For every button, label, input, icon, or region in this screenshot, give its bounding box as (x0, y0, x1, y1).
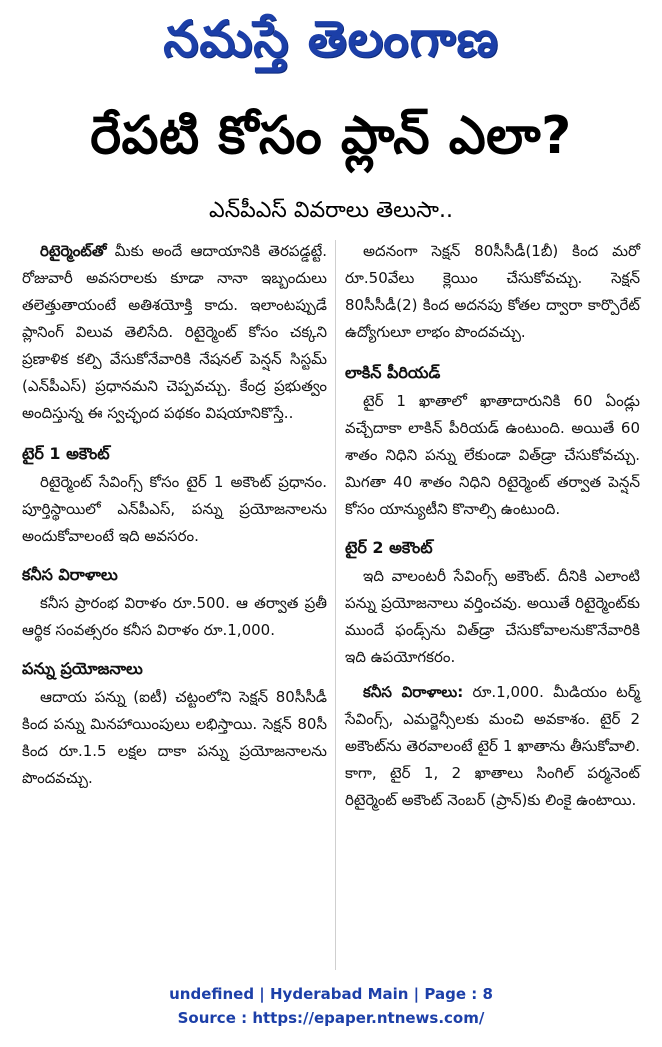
section-heading: టైర్ 1 అకౌంట్ (22, 444, 110, 463)
section-text: ఇది వాలంటరీ సేవింగ్స్ అకౌంట్. దీనికి ఎలాంటి పన్ను ప్రయోజనాలు వర్తించవు. అయితే రిటైర్మెంట్‌కు ముందే ఫండ్స్‌ను విత్‌డ్రా చేసుకోవాలనుకొనేవారికి ఇది ఉపయోగకరం. (345, 567, 640, 666)
section-text: ఆదాయ పన్ను (ఐటీ) చట్టంలోని సెక్షన్ 80సీసీడీ కింద పన్ను మినహాయింపులు లభిస్తాయి. సెక్షన్ 80సీ కింద రూ.1.5 లక్షల దాకా పన్ను ప్రయోజనాలను పొందవచ్చు. (22, 688, 327, 787)
closing-text: రూ.1,000. మీడియం టర్మ్ సేవింగ్స్, ఎమర్జెన్సీలకు మంచి అవకాశం. టైర్ 2 అకౌంట్‌ను తెరవాలంటే టైర్ 1 ఖాతాను తీసుకోవాలి. కాగా, టైర్ 1, 2 ఖాతాలు సింగిల్ పర్మనెంట్ రిటైర్మెంట్ అకౌంట్ నెంబర్ (ప్రాన్)కు లింకై ఉంటాయి. (345, 683, 640, 809)
column-divider (335, 240, 336, 970)
footer-source-link[interactable]: Source : https://epaper.ntnews.com/ (177, 1009, 485, 1027)
closing-lead: కనీస విరాళాలు: (363, 683, 464, 701)
section-tier2 (345, 535, 640, 671)
section-heading: టైర్ 2 అకౌంట్ (345, 538, 433, 557)
article-column-left (22, 238, 327, 796)
section-text: రిటైర్మెంట్ సేవింగ్స్ కోసం టైర్ 1 అకౌంట్ ప్రధానం. పూర్తిస్థాయిలో ఎన్‌పీఎస్, పన్ను ప్రయోజనాలను అందుకోవాలంటే ఇది అవసరం. (22, 473, 327, 545)
section-heading: లాకిన్ పీరియడ్ (345, 363, 441, 382)
intro-paragraph (22, 238, 327, 427)
section-heading: పన్ను ప్రయోజనాలు (22, 659, 143, 678)
section-tax-benefits (22, 656, 327, 792)
section-lockin-period (345, 360, 640, 523)
intro-text: మీకు అందే ఆదాయానికి తెరపడ్డట్టే. రోజువారీ అవసరాలకు కూడా నానా ఇబ్బందులు తలెత్తుతాయంటే అతిశయోక్తి కాదు. ఇలాంటప్పుడే ప్లానింగ్ విలువ తెలిసేది. రిటైర్మెంట్ కోసం చక్కని ప్రణాళిక కల్పి వేసుకోనేవారికి నేషనల్ పెన్షన్ సిస్టమ్ (ఎన్‌పీఎస్) ప్రధానమని చెప్పవచ్చు. కేంద్ర ప్రభుత్వం అందిస్తున్న ఈ స్వచ్ఛంద పథకం విషయానికొస్తే.. (22, 242, 327, 422)
page-footer (0, 982, 662, 1030)
section-min-contribution (22, 562, 327, 644)
section-tier1 (22, 441, 327, 550)
section-text: టైర్ 1 ఖాతాలో ఖాతాదారునికి 60 ఏండ్లు వచ్చేదాకా లాకిన్ పీరియడ్ ఉంటుంది. అయితే 60 శాతం నిధిని పన్ను లేకుండా విత్‌డ్రా చేసుకోవచ్చు. మిగతా 40 శాతం నిధిని రిటైర్మెంట్ తర్వాత పెన్షన్ కోసం యాన్యుటీని కొనాల్సి ఉంటుంది. (345, 392, 640, 518)
article-column-right (345, 238, 640, 814)
section-text: కనీస ప్రారంభ విరాళం రూ.500. ఆ తర్వాత ప్రతీ ఆర్థిక సంవత్సరం కనీస విరాళం రూ.1,000. (22, 594, 327, 639)
section-heading: కనీస విరాళాలు (22, 565, 118, 584)
footer-edition-line: undefined | Hyderabad Main | Page : 8 (169, 985, 493, 1003)
headline: రేపటి కోసం ప్లాన్ ఎలా? (90, 105, 572, 166)
intro-lead: రిటైర్మెంట్‌తో (40, 242, 107, 260)
newspaper-logo: నమస్తే తెలంగాణ (163, 9, 499, 68)
subheadline: ఎన్‌పీఎస్ వివరాలు తెలుసా.. (209, 198, 453, 223)
masthead (0, 0, 662, 90)
closing-paragraph (345, 679, 640, 814)
right-intro-paragraph: అదనంగా సెక్షన్ 80సీసీడీ(1బీ) కింద మరో రూ.50వేలు క్లెయిం చేసుకోవచ్చు. సెక్షన్ 80సీసీడీ(2) కింద అదనపు కోతల ద్వారా కార్పొరేట్ ఉద్యోగులూ లాభం పొందవచ్చు. (345, 242, 640, 341)
